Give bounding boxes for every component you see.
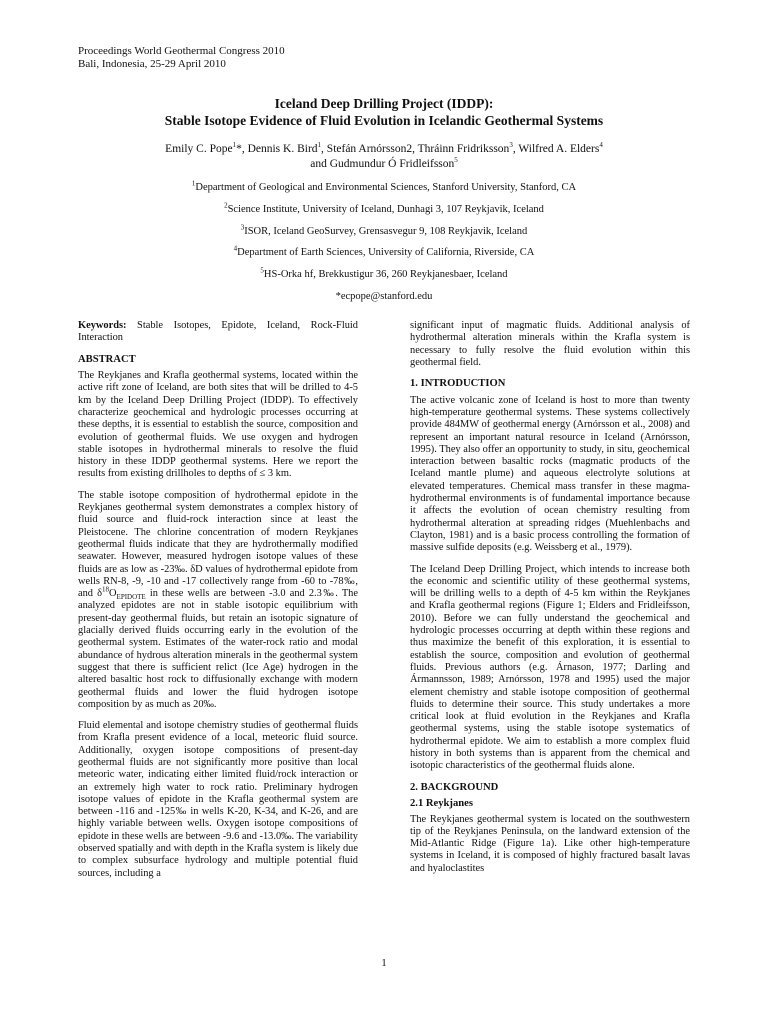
title-line-2: Stable Isotope Evidence of Fluid Evolution in Icelandic Geothermal Systems xyxy=(164,113,604,128)
author-name: , Stefán Arnórsson2, Thráinn Fridriksson xyxy=(321,143,510,155)
authors-line-2 xyxy=(0,157,768,172)
right-column xyxy=(410,320,690,884)
author-sup: 5 xyxy=(454,156,458,165)
title-line-1: Iceland Deep Drilling Project (IDDP): xyxy=(274,96,494,111)
isotope-sup: 18 xyxy=(102,585,110,594)
affiliation-text: Department of Earth Sciences, University of California, Riverside, CA xyxy=(237,247,535,259)
abstract-paragraph-continued: significant input of magmatic fluids. Additional analysis of hydrothermal alteration minerals within the Krafla system is necessary to fully resolve the fluid evolution within this geothermal field. xyxy=(410,320,690,368)
affiliation-sup: 1 xyxy=(191,179,196,188)
affiliation-sup: 4 xyxy=(233,244,238,253)
affiliation-sup: 3 xyxy=(240,223,245,232)
author-name: , Dennis K. Bird xyxy=(241,143,318,155)
abstract-paragraph-3: Fluid elemental and isotope chemistry studies of geothermal fluids from Krafla present evidence of a local, meteoric fluid source. Additionally, oxygen isotope compositions of present-day geothermal fluids are not significantly more positive than local meteoric water, indicating either limited fluid/rock interaction or an extremely high water to rock ratio. Preliminary hydrogen isotope values of epidote in the Krafla geothermal system are between -116 and -125‰ in wells K-20, K-34, and K-26, and are highly variable between wells. Oxygen isotope compositions of epidote in these wells are between -9.6 and -13.0‰. The variability observed spatially and with depth in the Krafla system is likely due to complex subsurface hydrology and multiple potential fluid sources, including a xyxy=(78,720,358,879)
reykjanes-subheading: 2.1 Reykjanes xyxy=(410,798,473,810)
affiliation-text: HS-Orka hf, Brekkustigur 36, 260 Reykjanesbaer, Iceland xyxy=(263,269,508,281)
author-name: and Gudmundur Ó Fridleifsson xyxy=(310,158,455,170)
affiliation xyxy=(0,177,768,199)
epidote-sub: EPIDOTE xyxy=(116,593,146,602)
author-sup: 1 xyxy=(317,141,322,150)
keywords-label: Keywords: xyxy=(78,320,127,331)
introduction-paragraph-1: The active volcanic zone of Iceland is host to more than twenty high-temperature geothermal systems. These systems collectively provide 484MW of geothermal energy (Arnórsson et al., 2008) and represent an important natural resource in Iceland (Arnórsson, 1995). They also offer an opportunity to study, in situ, geochemical interaction between basaltic rocks (magmatic products of the Iceland mantle plume) and aqueous electrolyte solutions at elevated temperatures. Chemical mass transfer in these magma-hydrothermal environments is of fundamental importance because it affects the evolution of ocean chemistry resulting from hydrothermal alteration at spreading ridges (Muehlenbachs and Clayton, 1981) and is a basic process controlling the formation of massive sulfide deposits (e.g. Weissberg et al., 1979). xyxy=(410,394,690,554)
affiliation-sup: 5 xyxy=(260,266,264,275)
background-heading: 2. BACKGROUND xyxy=(410,781,499,793)
email[interactable]: *ecpope@stanford.edu xyxy=(335,290,433,302)
authors-line-1 xyxy=(0,142,768,157)
abstract-paragraph-1: The Reykjanes and Krafla geothermal systems, located within the active rift zone of Iceland, are both sites that will be drilled to 4-5 km by the Iceland Deep Drilling Project (IDDP). To effectively characterize geochemical and hydrologic processes occurring at these depths, it is essential to establish the source, composition and evolution of geothermal fluids. We use oxygen and hydrogen stable isotopes in hydrothermal minerals to resolve the fluid history in these IDDP geothermal systems. Here we report the results from existing drillholes to depths of ≤ 3 km. xyxy=(78,370,358,480)
background-paragraph-1: The Reykjanes geothermal system is located on the southwestern tip of the Reykjanes Peninsula, on the landward extension of the Mid-Atlantic Ridge (Figure 1a). Like other high-temperature systems in Iceland, it is composed of highly fractured basalt lavas and hyaloclastites xyxy=(410,813,690,874)
corresponding-star: * xyxy=(236,143,242,155)
page-number: 1 xyxy=(381,957,387,969)
affiliation-sup: 2 xyxy=(224,201,228,210)
keywords xyxy=(78,320,358,345)
keywords-text: Stable Isotopes, Epidote, Iceland, Rock-Fluid Interaction xyxy=(78,320,358,344)
left-column xyxy=(78,320,358,889)
affiliation xyxy=(0,199,768,221)
affiliation-text: Department of Geological and Environmental Sciences, Stanford University, Stanford, CA xyxy=(195,182,577,193)
introduction-paragraph-2: The Iceland Deep Drilling Project, which intends to increase both the economic and scientific utility of these geothermal systems, will be drilling wells to a depth of 4-5 km within the Reykjanes and Krafla geothermal regions (Figure 1; Elders and Fridleifsson, 2010). Before we can fully understand the geochemical and hydrologic processes occurring at depth within these regions and thus maximize the benefit of this exploration, it is essential to establish the source, composition and evolution of geothermal fluids. Previous authors (e.g. Árnason, 1977; Darling and Ármannsson, 1989; Arnórsson, 1978 and 1995) used the major element chemistry and stable isotope composition of geothermal fluids to determine their source. This study undertakes a more critical look at fluid evolution in the Reykjanes and Krafla geothermal systems, using the stable isotope systematics of hydrothermal epidote. We aim to establish a more complex fluid history in both systems than is apparent from the chemical and isotopic characteristics of the geothermal fluids alone. xyxy=(410,563,690,772)
author-list xyxy=(0,142,768,172)
header-line-2: Bali, Indonesia, 25-29 April 2010 xyxy=(78,57,226,70)
header-line-1: Proceedings World Geothermal Congress 2010 xyxy=(78,45,285,57)
affiliation-text: Science Institute, University of Iceland, Dunhagi 3, 107 Reykjavik, Iceland xyxy=(227,203,544,215)
affiliation xyxy=(0,264,768,286)
affiliation xyxy=(0,221,768,243)
text-run: The stable isotope composition of hydrothermal epidote in the Reykjanes geothermal system demonstrates a complex history of fluid source and fluid-rock interaction since at least the Pleistocene. The chlorine concentration of modern Reykjanes geothermal fluids indicate that they are hydrothermally modified seawater. However, measured hydrogen isotope values of these fluids are as low as -23‰. δD values of hydrothermal epidote from wells RN-8, -9, -10 and -17 collectively range from -60 to -78‰, and δ xyxy=(78,489,358,600)
text-run: in these wells are between -3.0 and 2.3‰. The analyzed epidotes are not in stable isotopic equilibrium with present-day geothermal fluids, but retain an isotopic signature of glacially derived fluids occurring early in the evolution of the geothermal system. Estimates of the water-rock ratio and modal abundance of hydrous alteration minerals in the geothermal system suggest that there is sufficient relict (Ice Age) hydrogen in the altered basaltic host rock to diffusionally exchange with modern geothermal fluids and lower the fluid hydrogen isotope composition by as much as 20‰. xyxy=(78,588,358,710)
affiliation-text: ISOR, Iceland GeoSurvey, Grensasvegur 9, 108 Reykjavik, Iceland xyxy=(244,225,528,237)
author-sup: 4 xyxy=(599,141,603,150)
author-sup: 3 xyxy=(509,141,513,150)
paper-title xyxy=(0,95,768,129)
affiliations xyxy=(0,177,768,308)
author-name: Emily C. Pope xyxy=(165,143,233,155)
author-name: , Wilfred A. Elders xyxy=(512,143,600,155)
author-sup: 1 xyxy=(232,141,237,150)
introduction-heading: 1. INTRODUCTION xyxy=(410,378,506,390)
affiliation xyxy=(0,242,768,264)
proceedings-header xyxy=(78,45,285,70)
text-run: O xyxy=(109,588,117,600)
abstract-heading: ABSTRACT xyxy=(78,353,136,365)
abstract-paragraph-2 xyxy=(78,490,358,711)
